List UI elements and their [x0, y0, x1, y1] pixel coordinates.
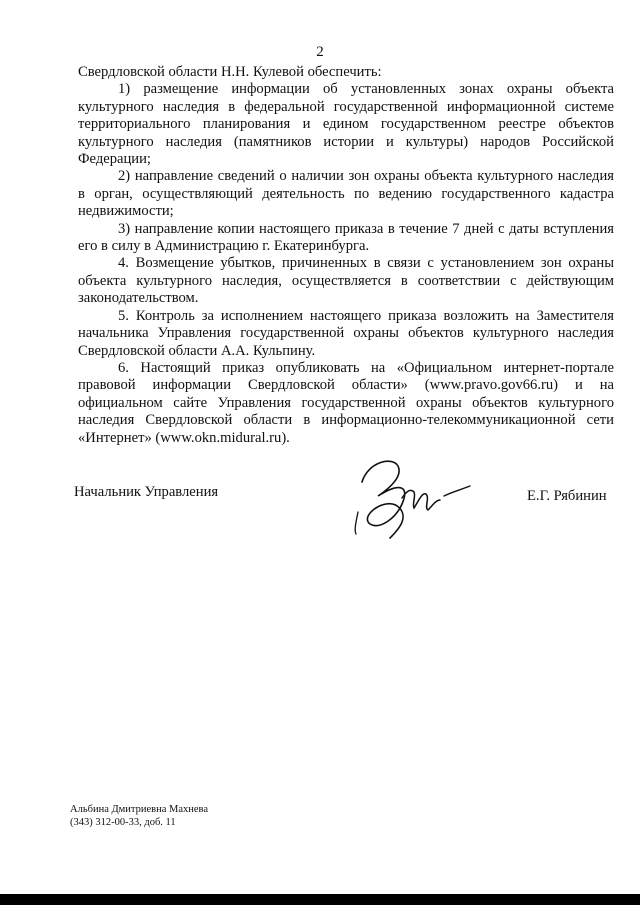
paragraph-lead: Свердловской области Н.Н. Кулевой обеспечить:: [78, 64, 382, 80]
paragraph-6: 6. Настоящий приказ опубликовать на «Официальном интернет-портале правовой информации Свердловской области» (www.pravo.gov66.ru) и на официальном сайте Управления государственной охраны объектов культурного наследия Свердловской области в информационно-телекоммуникационной сети «Интернет» (www.okn.midural.ru).: [78, 359, 614, 446]
handwritten-signature: [340, 452, 480, 544]
paragraph-item-2: 2) направление сведений о наличии зон охраны объекта культурного наследия в орган, осуществляющий деятельность по ведению государственного кадастра недвижимости;: [78, 168, 614, 220]
executor-footer: [70, 803, 208, 829]
paragraph-5: 5. Контроль за исполнением настоящего приказа возложить на Заместителя начальника Управления государственной охраны объектов культурного наследия Свердловской области А.А. Кульпину.: [78, 307, 614, 359]
signature-block: [0, 468, 640, 558]
page-number: 2: [316, 44, 324, 60]
signer-name: Е.Г. Рябинин: [527, 488, 607, 504]
document-body: [78, 64, 614, 447]
signer-position: Начальник Управления: [74, 484, 219, 500]
executor-phone: (343) 312-00-33, доб. 11: [70, 817, 176, 828]
paragraph-item-3: 3) направление копии настоящего приказа в течение 7 дней с даты вступления его в силу в Администрацию г. Екатеринбурга.: [78, 220, 614, 255]
executor-name: Альбина Дмитриевна Махнева: [70, 804, 209, 815]
scan-bottom-edge: [0, 894, 640, 905]
paragraph-item-1: 1) размещение информации об установленных зонах охраны объекта культурного наследия в федеральной государственной информационной системе территориального планирования и едином государственном реестре объектов культурного наследия (памятников истории и культуры) народов Российской Федерации;: [78, 81, 614, 168]
paragraph-4: 4. Возмещение убытков, причиненных в связи с установлением зон охраны объекта культурного наследия, осуществляется в соответствии с действующим законодательством.: [78, 255, 614, 307]
